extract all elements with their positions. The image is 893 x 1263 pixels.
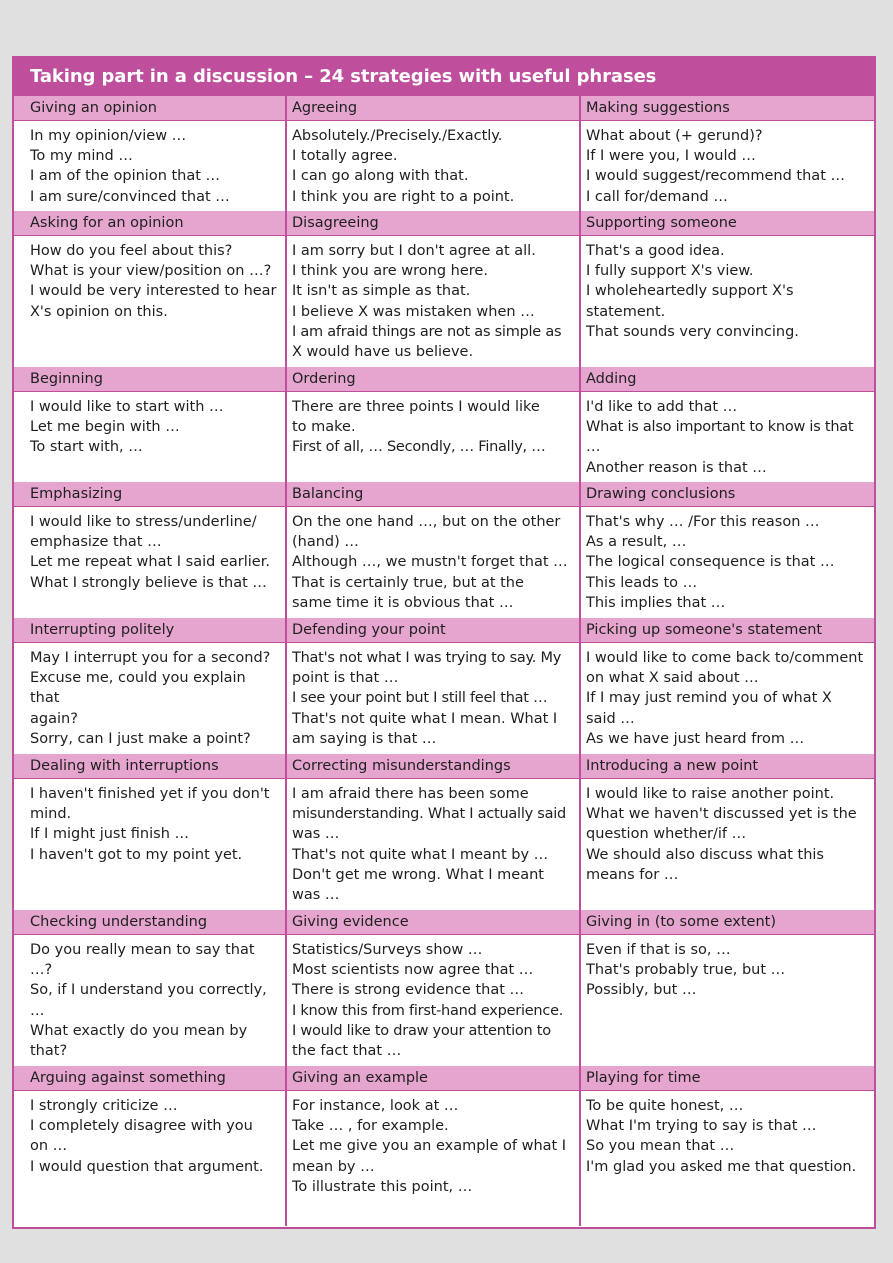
phrase-line: I completely disagree with you (30, 1118, 253, 1135)
phrase-line: I am of the opinion that … (30, 168, 221, 185)
phrase-line: That's not quite what I mean. What I (292, 710, 558, 727)
phrase-list (581, 935, 874, 1066)
phrase-line: Don't get me wrong. What I meant (292, 866, 544, 883)
section-heading: Ordering (287, 367, 581, 392)
phrase-line: that? (30, 1043, 68, 1060)
phrase-line: To illustrate this point, … (292, 1178, 473, 1195)
phrase-line: X would have us believe. (292, 344, 474, 361)
phrase-line: That's probably true, but … (586, 962, 786, 979)
phrase-line: I am sure/convinced that … (30, 188, 230, 205)
phrase-line: I am afraid things are not as simple as (292, 323, 562, 340)
phrase-list (14, 236, 287, 367)
phrase-line: I think you are right to a point. (292, 188, 515, 205)
phrase-line: It isn't as simple as that. (292, 283, 471, 300)
phrase-line: am saying is that … (292, 730, 437, 747)
phrase-line: I would question that argument. (30, 1158, 264, 1175)
phrase-line: To be quite honest, … (586, 1098, 744, 1114)
phrase-line: First of all, … Secondly, … Finally, … (292, 439, 546, 456)
strategy-grid (14, 95, 874, 1226)
phrase-line: X's opinion on this. (30, 303, 168, 320)
phrase-line: Sorry, can I just make a point? (30, 730, 251, 747)
page-title: Taking part in a discussion – 24 strategies with useful phrases (14, 58, 874, 95)
phrase-list (287, 236, 581, 367)
phrase-line: I wholeheartedly support X's (586, 283, 794, 300)
phrase-line: For instance, look at … (292, 1098, 459, 1114)
section-heading: Giving evidence (287, 910, 581, 935)
phrase-line: again? (30, 710, 78, 727)
phrase-line: I would like to raise another point. (586, 786, 835, 802)
phrase-line: If I were you, I would … (586, 148, 756, 165)
phrase-line: On the one hand …, but on the other (292, 514, 561, 530)
phrase-line: That is certainly true, but at the (292, 574, 524, 591)
phrase-line: (hand) … (292, 534, 359, 551)
phrase-list (581, 507, 874, 618)
phrase-list (14, 392, 287, 482)
phrase-line: was … (292, 887, 340, 904)
section-heading: Defending your point (287, 618, 581, 643)
phrase-line: How do you feel about this? (30, 243, 233, 259)
phrase-line: What I'm trying to say is that … (586, 1118, 817, 1135)
phrase-line: As a result, … (586, 534, 687, 551)
section-heading: Emphasizing (14, 482, 287, 507)
phrase-line: In my opinion/view … (30, 128, 187, 144)
phrase-line: … (586, 439, 601, 456)
phrase-line: I would like to come back to/comment (586, 650, 864, 666)
section-heading: Giving in (to some extent) (581, 910, 874, 935)
phrase-line: So, if I understand you correctly, (30, 982, 267, 999)
phrase-list (581, 121, 874, 211)
phrase-list (581, 392, 874, 482)
phrase-line: same time it is obvious that … (292, 594, 514, 611)
phrase-line: I'm glad you asked me that question. (586, 1158, 857, 1175)
phrase-line: What is your view/position on …? (30, 263, 272, 280)
phrase-line: question whether/if … (586, 826, 747, 843)
phrase-list (14, 507, 287, 618)
section-heading: Giving an example (287, 1066, 581, 1091)
phrase-line: on … (30, 1138, 68, 1155)
phrase-line: What exactly do you mean by (30, 1022, 248, 1039)
phrase-line: Excuse me, could you explain that (30, 670, 246, 707)
phrase-line: That's why … /For this reason … (586, 514, 820, 530)
phrase-line: I am afraid there has been some (292, 786, 529, 802)
phrase-line: I totally agree. (292, 148, 398, 165)
section-heading: Playing for time (581, 1066, 874, 1091)
phrase-line: If I might just finish … (30, 826, 189, 843)
phrase-line: I haven't finished yet if you don't (30, 786, 270, 802)
phrase-list (14, 121, 287, 211)
phrase-list (581, 236, 874, 367)
phrase-line: We should also discuss what this (586, 846, 824, 863)
phrase-list (287, 121, 581, 211)
section-heading: Drawing conclusions (581, 482, 874, 507)
phrase-line: Although …, we mustn't forget that … (292, 554, 568, 571)
phrase-line: Another reason is that … (586, 459, 767, 476)
phrase-line: I haven't got to my point yet. (30, 846, 243, 863)
section-heading: Adding (581, 367, 874, 392)
phrase-line: Even if that is so, … (586, 942, 731, 958)
phrase-list (14, 643, 287, 754)
phrase-line: Most scientists now agree that … (292, 962, 534, 979)
phrase-line: Let me begin with … (30, 419, 180, 436)
section-heading: Picking up someone's statement (581, 618, 874, 643)
phrase-line: on what X said about … (586, 670, 759, 687)
phrase-list (581, 779, 874, 910)
phrase-line: the fact that … (292, 1043, 402, 1060)
section-heading: Dealing with interruptions (14, 754, 287, 779)
section-heading: Interrupting politely (14, 618, 287, 643)
phrase-line: to make. (292, 419, 356, 436)
section-heading: Giving an opinion (14, 96, 287, 121)
phrase-line: Take … , for example. (292, 1118, 449, 1135)
phrase-line: I believe X was mistaken when … (292, 303, 535, 320)
phrase-line: I call for/demand … (586, 188, 728, 205)
phrase-line: Do you really mean to say that …? (30, 942, 255, 979)
phrase-line: I fully support X's view. (586, 263, 754, 280)
section-heading: Making suggestions (581, 96, 874, 121)
phrase-line: emphasize that … (30, 534, 162, 551)
phrase-line: This implies that … (586, 594, 726, 611)
phrase-line: I think you are wrong here. (292, 263, 488, 280)
section-heading: Beginning (14, 367, 287, 392)
phrase-list (287, 779, 581, 910)
phrase-line: That's not quite what I meant by … (292, 846, 549, 863)
section-heading: Agreeing (287, 96, 581, 121)
section-heading: Checking understanding (14, 910, 287, 935)
section-heading: Disagreeing (287, 211, 581, 236)
phrase-line: What is also important to know is that (586, 419, 854, 436)
phrase-line: I know this from first-hand experience. (292, 1002, 564, 1019)
phrase-line: Absolutely./Precisely./Exactly. (292, 128, 503, 144)
phrase-line: I would like to start with … (30, 399, 224, 415)
phrase-line: I would like to stress/underline/ (30, 514, 257, 530)
section-heading: Correcting misunderstandings (287, 754, 581, 779)
section-heading: Balancing (287, 482, 581, 507)
phrase-line: The logical consequence is that … (586, 554, 835, 571)
phrase-list (287, 392, 581, 482)
section-heading: Asking for an opinion (14, 211, 287, 236)
phrase-line: So you mean that … (586, 1138, 735, 1155)
phrase-line: was … (292, 826, 340, 843)
phrase-line: I strongly criticize … (30, 1098, 178, 1114)
phrase-list (287, 935, 581, 1066)
phrase-line: What about (+ gerund)? (586, 128, 763, 144)
phrase-line: There are three points I would like (292, 399, 540, 415)
phrase-line: To start with, … (30, 439, 143, 456)
phrase-line: There is strong evidence that … (292, 982, 524, 999)
phrase-line: As we have just heard from … (586, 730, 805, 747)
phrase-line: misunderstanding. What I actually said (292, 806, 566, 823)
phrase-line: Possibly, but … (586, 982, 697, 999)
phrase-list (287, 643, 581, 754)
phrase-line: I can go along with that. (292, 168, 469, 185)
phrase-line: What we haven't discussed yet is the (586, 806, 857, 823)
phrase-list (581, 643, 874, 754)
phrase-line: mind. (30, 806, 72, 823)
phrase-line: point is that … (292, 670, 399, 687)
phrase-line: Let me give you an example of what I (292, 1138, 567, 1155)
phrase-line: I'd like to add that … (586, 399, 738, 415)
phrase-list (14, 779, 287, 910)
phrase-line: To my mind … (30, 148, 133, 165)
phrase-line: said … (586, 710, 635, 727)
phrase-line: If I may just remind you of what X (586, 690, 832, 707)
phrase-line: means for … (586, 866, 679, 883)
section-heading: Arguing against something (14, 1066, 287, 1091)
section-heading: Supporting someone (581, 211, 874, 236)
phrase-list (14, 935, 287, 1066)
phrase-line: May I interrupt you for a second? (30, 650, 271, 666)
phrase-line: What I strongly believe is that … (30, 574, 267, 591)
phrase-list (287, 507, 581, 618)
phrase-line: Statistics/Surveys show … (292, 942, 483, 958)
phrase-sheet (14, 58, 874, 1227)
phrase-line: I would be very interested to hear (30, 283, 277, 300)
phrase-line: That's not what I was trying to say. My (292, 650, 562, 666)
phrase-line: Let me repeat what I said earlier. (30, 554, 270, 571)
phrase-line: I see your point but I still feel that … (292, 690, 548, 707)
phrase-list (14, 1091, 287, 1226)
phrase-list (287, 1091, 581, 1226)
section-heading: Introducing a new point (581, 754, 874, 779)
phrase-line: statement. (586, 303, 666, 320)
phrase-line: I would suggest/recommend that … (586, 168, 845, 185)
phrase-line: mean by … (292, 1158, 375, 1175)
phrase-line: That sounds very convincing. (586, 323, 799, 340)
phrase-line: … (30, 1002, 45, 1019)
phrase-line: I would like to draw your attention to (292, 1022, 551, 1039)
phrase-line: This leads to … (586, 574, 698, 591)
phrase-list (581, 1091, 874, 1226)
phrase-line: That's a good idea. (586, 243, 725, 259)
phrase-line: I am sorry but I don't agree at all. (292, 243, 536, 259)
